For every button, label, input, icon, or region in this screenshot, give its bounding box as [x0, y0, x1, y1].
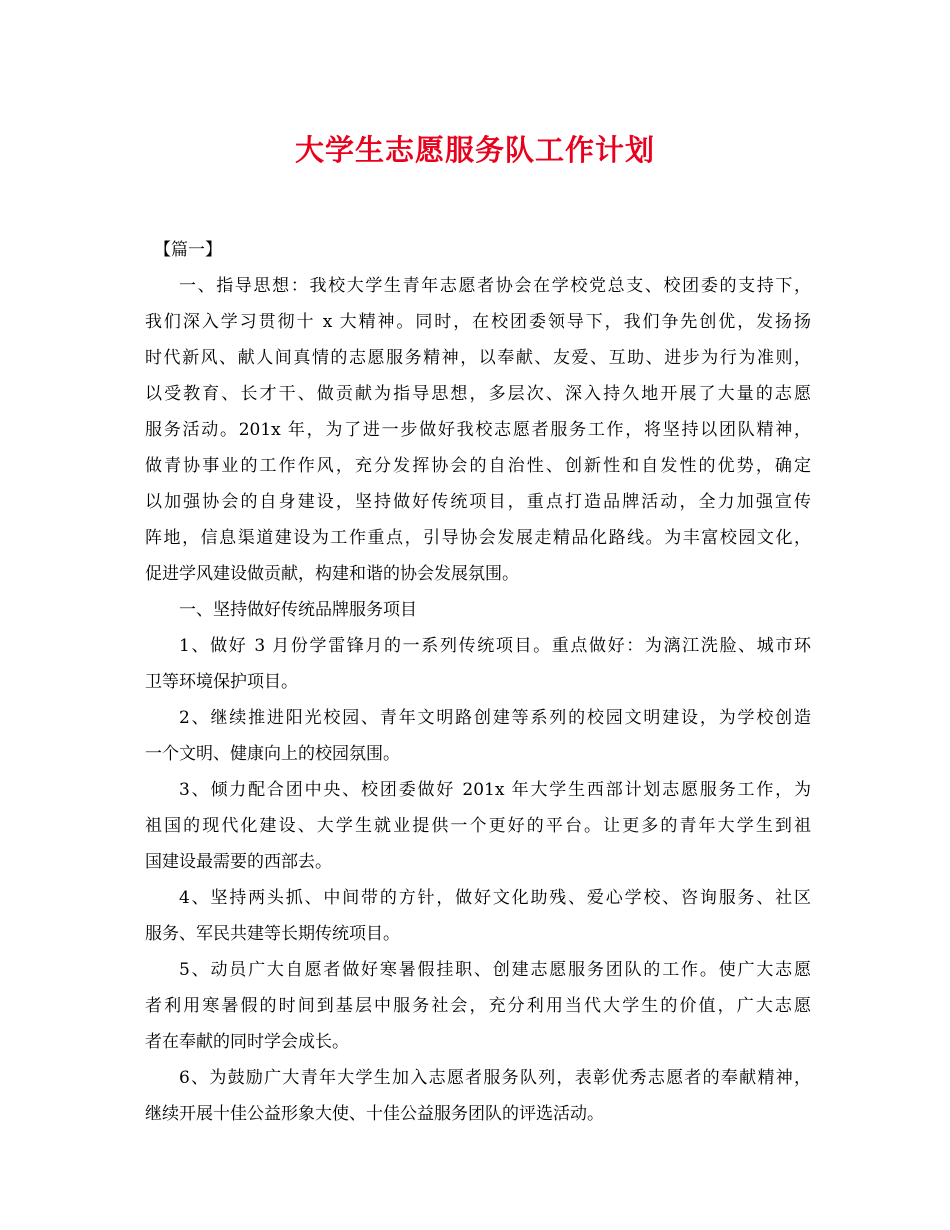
text-line: 【篇一】: [154, 240, 222, 260]
text-line: 时代新风、献人间真情的志愿服务精神，以奉献、友爱、互助、进步为行为准则，: [145, 348, 811, 368]
text-line: 服务活动。201x 年，为了进一步做好我校志愿者服务工作，将坚持以团队精神，: [145, 420, 811, 440]
text-line: 促进学风建设做贡献，构建和谐的协会发展氛围。: [145, 564, 519, 584]
text-line: 以受教育、长才干、做贡献为指导思想，多层次、深入持久地开展了大量的志愿: [145, 384, 811, 404]
text-line: 一、指导思想：我校大学生青年志愿者协会在学校党总支、校团委的支持下，: [179, 276, 811, 296]
text-line: 5、动员广大自愿者做好寒暑假挂职、创建志愿服务团队的工作。使广大志愿: [179, 960, 811, 980]
text-line: 我们深入学习贯彻十 x 大精神。同时，在校团委领导下，我们争先创优，发扬扬: [145, 312, 811, 332]
text-line: 一、坚持做好传统品牌服务项目: [179, 600, 417, 620]
text-line: 祖国的现代化建设、大学生就业提供一个更好的平台。让更多的青年大学生到祖: [145, 816, 811, 836]
text-line: 1、做好 3 月份学雷锋月的一系列传统项目。重点做好：为漓江洗脸、城市环: [179, 636, 811, 656]
text-line: 服务、军民共建等长期传统项目。: [145, 924, 400, 944]
document-body: [145, 232, 811, 1132]
text-line: 6、为鼓励广大青年大学生加入志愿者服务队列，表彰优秀志愿者的奉献精神，: [179, 1068, 811, 1088]
text-line: 继续开展十佳公益形象大使、十佳公益服务团队的评选活动。: [145, 1104, 604, 1124]
text-line: 国建设最需要的西部去。: [145, 852, 332, 872]
text-line: 以加强协会的自身建设，坚持做好传统项目，重点打造品牌活动，全力加强宣传: [145, 492, 811, 512]
text-line: 阵地，信息渠道建设为工作重点，引导协会发展走精品化路线。为丰富校园文化，: [145, 528, 811, 548]
text-line: 做青协事业的工作作风，充分发挥协会的自治性、创新性和自发性的优势，确定: [145, 456, 811, 476]
text-line: 一个文明、健康向上的校园氛围。: [145, 744, 400, 764]
text-line: 者利用寒暑假的时间到基层中服务社会，充分利用当代大学生的价值，广大志愿: [145, 996, 811, 1016]
document-title: 大学生志愿服务队工作计划: [294, 133, 655, 167]
text-line: 2、继续推进阳光校园、青年文明路创建等系列的校园文明建设，为学校创造: [179, 708, 811, 728]
text-line: 4、坚持两头抓、中间带的方针，做好文化助残、爱心学校、咨询服务、社区: [179, 888, 811, 908]
text-line: 3、倾力配合团中央、校团委做好 201x 年大学生西部计划志愿服务工作，为: [179, 780, 811, 800]
text-line: 卫等环境保护项目。: [145, 672, 298, 692]
text-line: 者在奉献的同时学会成长。: [145, 1032, 349, 1052]
